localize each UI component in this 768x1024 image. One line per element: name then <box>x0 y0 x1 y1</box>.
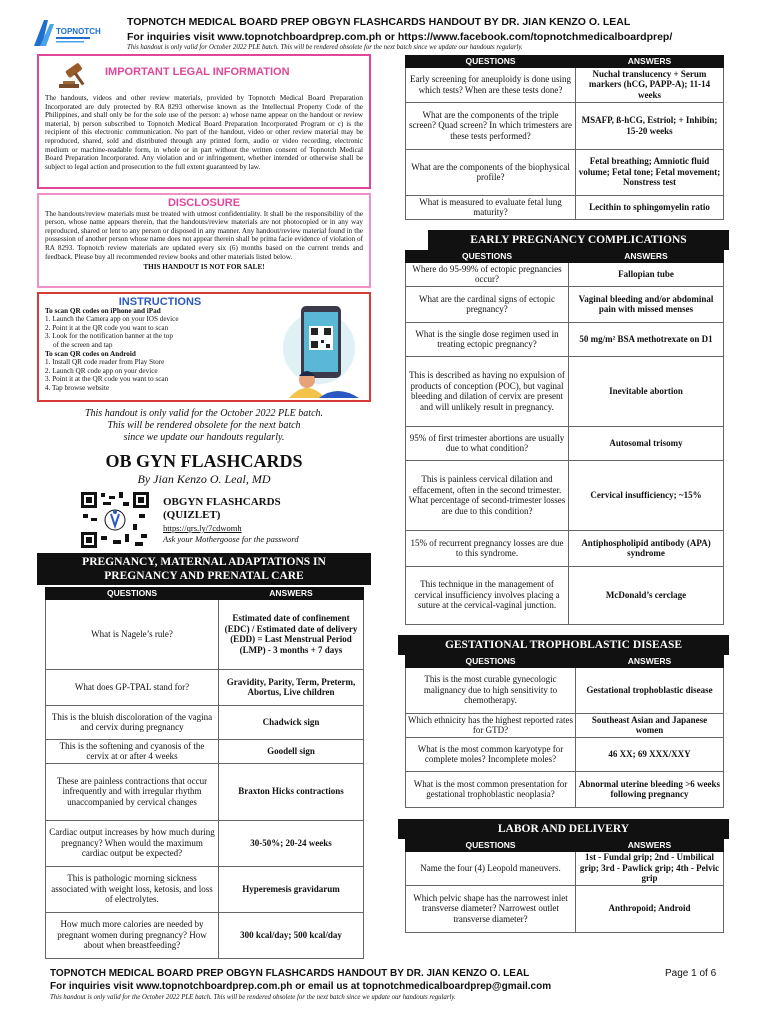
flashcards-author: By Jian Kenzo O. Leal, MD <box>137 472 271 486</box>
table-row <box>406 356 724 426</box>
table-row <box>406 851 724 885</box>
question-cell: Where do 95-99% of ectopic pregnancies occur? <box>406 262 569 286</box>
quizlet-subtitle: (QUIZLET) <box>163 509 221 521</box>
android-step: 4. Tap browse website <box>45 383 110 392</box>
col-header-answers: ANSWERS <box>576 656 724 668</box>
answer-cell: Gravidity, Parity, Term, Preterm, Abortus, Live children <box>219 669 364 705</box>
section-title-labor: LABOR AND DELIVERY <box>398 819 729 839</box>
qr-code-icon[interactable] <box>79 490 151 550</box>
col-header-questions: QUESTIONS <box>406 656 576 668</box>
answer-cell: Abnormal uterine bleeding >6 weeks following pregnancy <box>576 771 724 807</box>
col-header-answers: ANSWERS <box>219 588 364 600</box>
disclosure-box <box>37 193 371 288</box>
answer-cell: 1st - Fundal grip; 2nd - Umbilical grip; 3rd - Pawlick grip; 4th - Pelvic grip <box>576 851 724 885</box>
footer-inquiries: For inquiries visit www.topnotchboardprep.com.ph or email us at topnotchmedicalboardprep@gmail.com <box>50 981 552 992</box>
answer-cell: Hyperemesis gravidarum <box>219 866 364 912</box>
table-row <box>406 667 724 713</box>
phone-qr-illustration-icon <box>279 300 365 398</box>
col-header-answers: ANSWERS <box>576 56 724 68</box>
table-row <box>406 426 724 460</box>
question-cell: Early screening for aneuploidy is done using which tests? When are these tests done? <box>406 67 576 102</box>
answer-cell: Nuchal translucency + Serum markers (hCG, PAPP-A); 11-14 weeks <box>576 67 724 102</box>
legal-body: The handouts, videos and other review materials, provided by Topnotch Medical Board Preparation Incorporated are duly protected by RA 8293 otherwise known as the Intellectual Property Code of the Philippines, and shall only be for the sole use of the person: a) whose name appear on the handout or review material, b) person subscribed to Topnotch Medical Board Preparation Incorporated Program or c) is the recipient of this electronic communication. No part of the handout, video or other review material may be reproduced, shared, sold and distributed through any printed form, audio or video recording, electronic medium or machine-readable form, in whole or in part without the written consent of Topnotch Medical Board Preparation Incorporated. Any violation and or infringement, whether intended or otherwise shall be subject to legal action and prosecution to the full extent guaranteed by law. <box>45 94 363 171</box>
quizlet-title: OBGYN FLASHCARDS <box>163 496 281 508</box>
logo-text: TOPNOTCH <box>56 27 101 36</box>
question-cell: What does GP-TPAL stand for? <box>46 669 219 705</box>
answer-cell: 30-50%; 20-24 weeks <box>219 820 364 866</box>
question-cell: This is painless cervical dilation and effacement, often in the second trimester. What percentage of second-trimester losses are due to this condition? <box>406 460 569 530</box>
table-row <box>406 713 724 737</box>
table-row <box>406 102 724 149</box>
table-row <box>406 195 724 219</box>
ios-step: 3. Look for the notification banner at the top <box>45 332 173 341</box>
question-cell: Cardiac output increases by how much during pregnancy? When would the maximum cardiac output be expected? <box>46 820 219 866</box>
answer-cell: Lecithin to sphingomyelin ratio <box>576 195 724 219</box>
quizlet-link[interactable]: https://qrs.ly/7cdwomh <box>163 523 242 533</box>
table-row <box>406 737 724 771</box>
answer-cell: Autosomal trisomy <box>569 426 724 460</box>
question-cell: What are the components of the triple screen? Quad screen? In which trimesters are these tests performed? <box>406 102 576 149</box>
disclosure-body: The handouts/review materials must be treated with utmost confidentiality. It shall be the responsibility of the person, whose name appears therein, that the handouts/review materials are not photocopied or in any way reproduced, shared or lent to any person or disposed in any manner. Any handout/review material found in the possession of another person whose name does not appear therein shall be prima facie evidence of violation of RA 8293. Topnotch review materials are updated every six (6) months based on the current trends and feedback. Please buy all recommended review books and other materials listed below. <box>45 209 363 261</box>
answer-cell: Fetal breathing; Amniotic fluid volume; Fetal tone; Fetal movement; Nonstress test <box>576 149 724 195</box>
header-validity: This handout is only valid for October 2022 PLE batch. This will be rendered obsolete for the next batch since we update our handouts regularly. <box>127 44 523 51</box>
ios-step: of the screen and tap <box>53 340 113 349</box>
page-header <box>0 0 768 56</box>
answer-cell: Vaginal bleeding and/or abdominal pain with missed menses <box>569 286 724 322</box>
not-for-sale: THIS HANDOUT IS NOT FOR SALE! <box>143 263 265 272</box>
question-cell: What is measured to evaluate fetal lung maturity? <box>406 195 576 219</box>
legal-info-box <box>37 54 371 189</box>
password-note: Ask your Mothergoose for the password <box>163 534 299 544</box>
answer-cell: 50 mg/m² BSA methotrexate on D1 <box>569 322 724 356</box>
table-row <box>406 460 724 530</box>
answer-cell: Chadwick sign <box>219 705 364 739</box>
answer-cell: Estimated date of confinement (EDC) / Estimated date of delivery (EDD) = Last Menstrual Period (LMP) - 3 months + 7 days <box>219 599 364 669</box>
col-header-answers: ANSWERS <box>569 251 724 263</box>
table-row <box>406 149 724 195</box>
question-cell: Name the four (4) Leopold maneuvers. <box>406 851 576 885</box>
answer-cell: 300 kcal/day; 500 kcal/day <box>219 912 364 958</box>
android-step: 2. Launch QR code app on your device <box>45 366 158 375</box>
col-header-questions: QUESTIONS <box>406 251 569 263</box>
question-cell: What is the most common presentation for gestational trophoblastic neoplasia? <box>406 771 576 807</box>
header-inquiries: For inquiries visit www.topnotchboardprep.com.ph or https://www.facebook.com/topnotchmedicalboardprep/ <box>127 31 673 43</box>
question-cell: This is the most curable gynecologic malignancy due to high sensitivity to chemotherapy. <box>406 667 576 713</box>
question-cell: This is described as having no expulsion of products of conception (POC), but vaginal bleeding and dilation of cervix are present and will unlikely result in pregnancy. <box>406 356 569 426</box>
answer-cell: Gestational trophoblastic disease <box>576 667 724 713</box>
footer-validity: This handout is only valid for the October 2022 PLE batch. This will be rendered obsolete for the next batch since we update our handouts regularly. <box>50 994 456 1001</box>
question-cell: This technique in the management of cervical insufficiency involves placing a suture at the cervical-vaginal junction. <box>406 566 569 624</box>
table-pregnancy <box>45 587 364 959</box>
table-row <box>46 599 364 669</box>
table-row <box>406 566 724 624</box>
table-row <box>46 739 364 763</box>
question-cell: Which ethnicity has the highest reported rates for GTD? <box>406 713 576 737</box>
instructions-box <box>37 292 371 402</box>
question-cell: What are the components of the biophysical profile? <box>406 149 576 195</box>
android-step: 1. Install QR code reader from Play Store <box>45 358 165 367</box>
gavel-icon <box>57 62 87 90</box>
answer-cell: Antiphospholipid antibody (APA) syndrome <box>569 530 724 566</box>
table-row <box>46 705 364 739</box>
question-cell: What are the cardinal signs of ectopic pregnancy? <box>406 286 569 322</box>
col-header-questions: QUESTIONS <box>406 56 576 68</box>
legal-title: IMPORTANT LEGAL INFORMATION <box>105 66 290 78</box>
table-row <box>46 763 364 820</box>
question-cell: 15% of recurrent pregnancy losses are due to this syndrome. <box>406 530 569 566</box>
validity-note: This handout is only valid for the October 2022 PLE batch. This will be rendered obsolete for the next batch since we update our handouts regularly. <box>84 408 324 443</box>
answer-cell: Cervical insufficiency; ~15% <box>569 460 724 530</box>
table-row <box>46 820 364 866</box>
table-row <box>406 67 724 102</box>
section-title-gtd: GESTATIONAL TROPHOBLASTIC DISEASE <box>398 635 729 655</box>
header-title: TOPNOTCH MEDICAL BOARD PREP OBGYN FLASHCARDS HANDOUT BY DR. JIAN KENZO O. LEAL <box>127 16 631 28</box>
table-row <box>406 262 724 286</box>
section-title-early-pregnancy: EARLY PREGNANCY COMPLICATIONS <box>428 230 729 250</box>
answer-cell: Braxton Hicks contractions <box>219 763 364 820</box>
col-header-questions: QUESTIONS <box>406 840 576 852</box>
table-row <box>46 669 364 705</box>
table-row <box>46 912 364 958</box>
table-row <box>406 885 724 932</box>
question-cell: This is pathologic morning sickness associated with weight loss, ketosis, and loss of electrolytes. <box>46 866 219 912</box>
question-cell: What is Nagele’s rule? <box>46 599 219 669</box>
question-cell: What is the most common karyotype for complete moles? Incomplete moles? <box>406 737 576 771</box>
flashcards-title: OB GYN FLASHCARDS <box>105 451 303 471</box>
answer-cell: 46 XX; 69 XXX/XXY <box>576 737 724 771</box>
section-title-pregnancy: PREGNANCY, MATERNAL ADAPTATIONS IN PREGNANCY AND PRENATAL CARE <box>37 553 371 585</box>
ios-heading: To scan QR codes on iPhone and iPad <box>45 306 161 315</box>
question-cell: This is the bluish discoloration of the vagina and cervix during pregnancy <box>46 705 219 739</box>
table-row <box>406 286 724 322</box>
answer-cell: McDonald’s cerclage <box>569 566 724 624</box>
col-header-answers: ANSWERS <box>576 840 724 852</box>
table-row <box>406 530 724 566</box>
table-gtd <box>405 655 724 808</box>
table-early-pregnancy <box>405 250 724 625</box>
answer-cell: Fallopian tube <box>569 262 724 286</box>
ios-step: 1. Launch the Camera app on your IOS device <box>45 315 179 324</box>
col-header-questions: QUESTIONS <box>46 588 219 600</box>
question-cell: How much more calories are needed by pregnant women during pregnancy? How about when breastfeeding? <box>46 912 219 958</box>
table-row <box>406 322 724 356</box>
table-row <box>406 771 724 807</box>
table-row <box>46 866 364 912</box>
answer-cell: Goodell sign <box>219 739 364 763</box>
instructions-title: INSTRUCTIONS <box>118 296 202 308</box>
answer-cell: Inevitable abortion <box>569 356 724 426</box>
question-cell: What is the single dose regimen used in treating ectopic pregnancy? <box>406 322 569 356</box>
android-step: 3. Point it at the QR code you want to scan <box>45 375 169 384</box>
question-cell: This is the softening and cyanosis of the cervix at or after 4 weeks <box>46 739 219 763</box>
topnotch-logo <box>32 16 101 50</box>
table-screening <box>405 55 724 220</box>
disclosure-title: DISCLOSURE <box>167 197 241 209</box>
table-labor <box>405 839 724 933</box>
ios-step: 2. Point it at the QR code you want to scan <box>45 323 169 332</box>
page-number: Page 1 of 6 <box>665 968 717 979</box>
question-cell: Which pelvic shape has the narrowest inlet transverse diameter? Narrowest outlet transverse diameter? <box>406 885 576 932</box>
android-heading: To scan QR codes on Android <box>45 349 136 358</box>
question-cell: These are painless contractions that occur infrequently and with irregular rhythm unaccompanied by cervical changes <box>46 763 219 820</box>
answer-cell: MSAFP, ß-hCG, Estriol; + Inhibin; 15-20 weeks <box>576 102 724 149</box>
question-cell: 95% of first trimester abortions are usually due to what condition? <box>406 426 569 460</box>
footer-title: TOPNOTCH MEDICAL BOARD PREP OBGYN FLASHCARDS HANDOUT BY DR. JIAN KENZO O. LEAL <box>50 968 530 979</box>
answer-cell: Southeast Asian and Japanese women <box>576 713 724 737</box>
answer-cell: Anthropoid; Android <box>576 885 724 932</box>
